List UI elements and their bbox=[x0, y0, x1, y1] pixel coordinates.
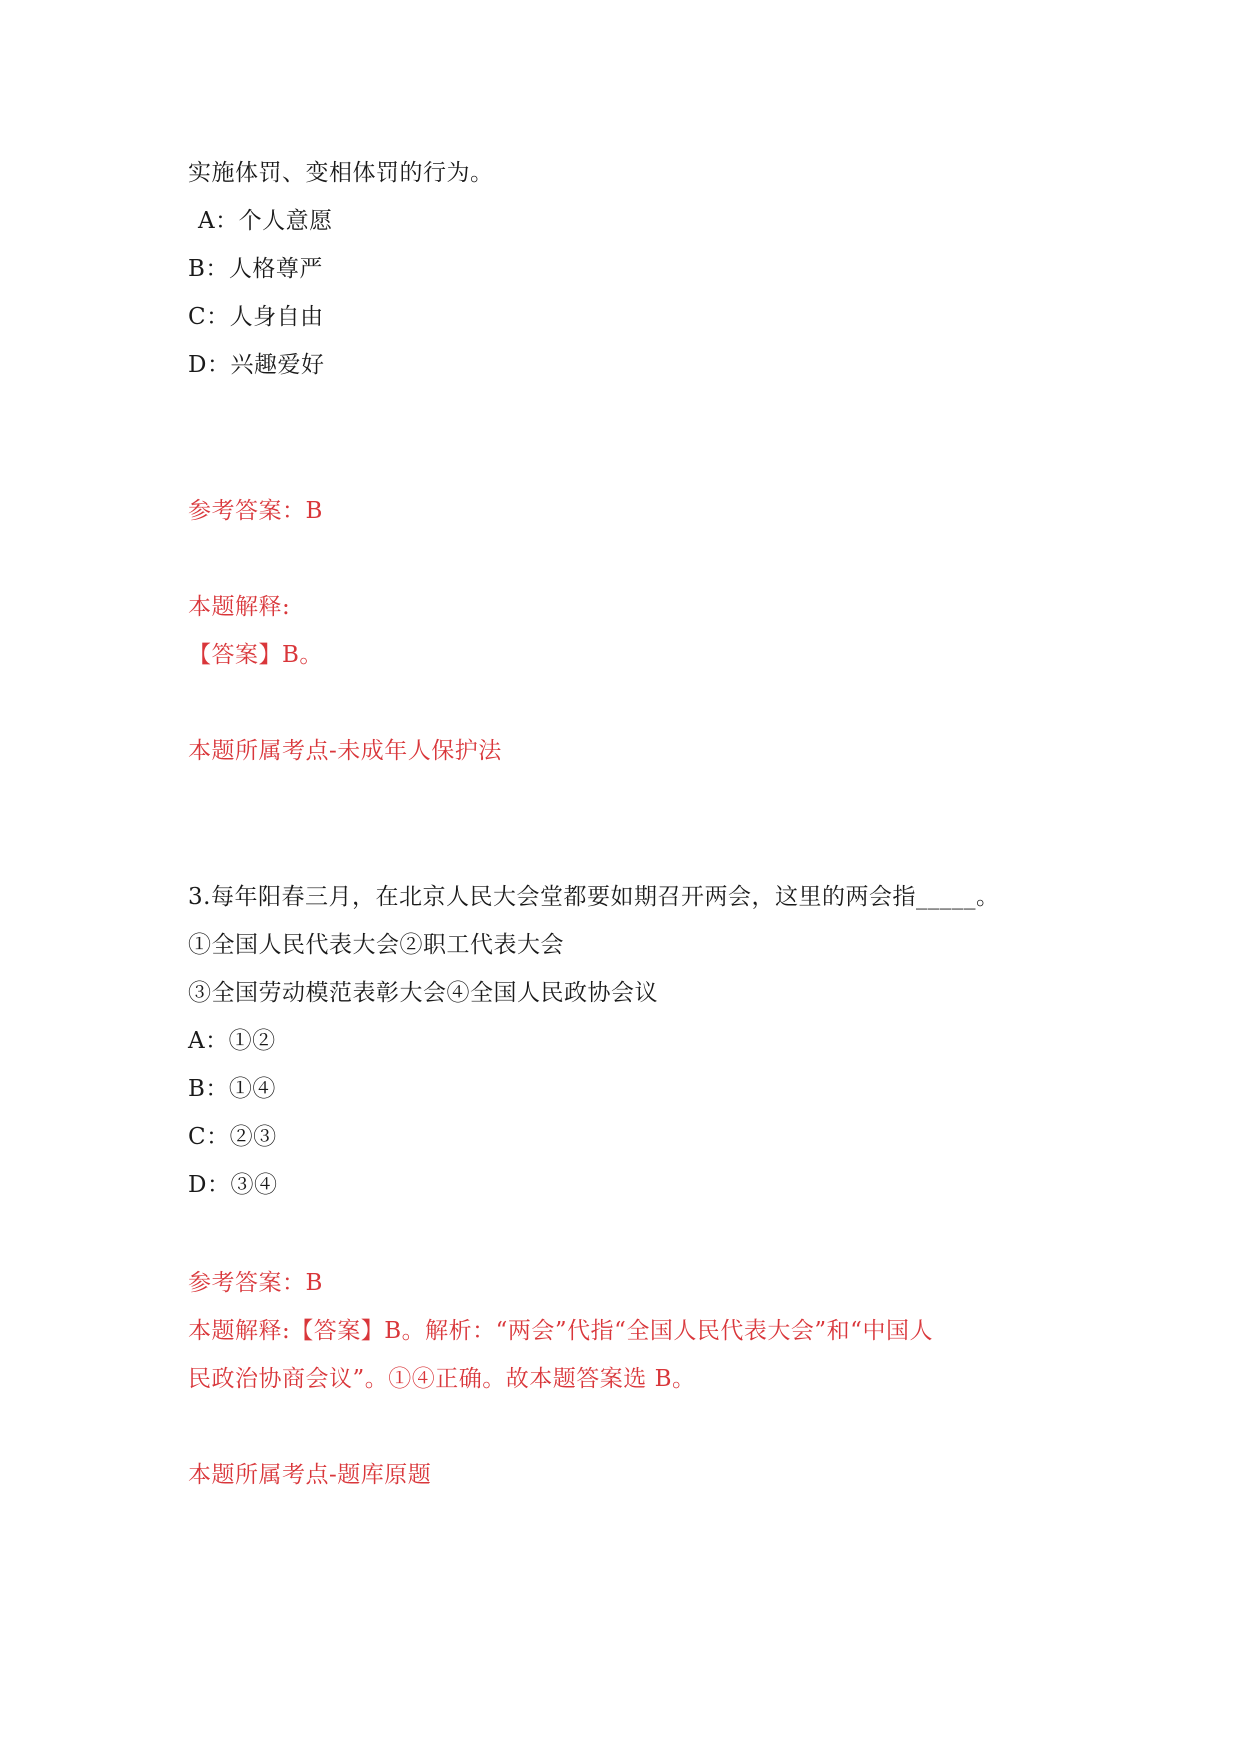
q3-explanation-line-2: 民政治协商会议”。①④正确。故本题答案选 B。 bbox=[188, 1366, 696, 1392]
q2-topic: 本题所属考点-未成年人保护法 bbox=[188, 738, 502, 764]
q3-topic: 本题所属考点-题库原题 bbox=[188, 1462, 432, 1488]
q3-option-a: A：①② bbox=[188, 1028, 276, 1054]
q3-option-b: B：①④ bbox=[188, 1076, 276, 1102]
q2-explanation: 【答案】B。 bbox=[188, 642, 323, 668]
q3-stem: 3.每年阳春三月，在北京人民大会堂都要如期召开两会，这里的两会指_____。 bbox=[188, 884, 1000, 910]
q2-option-d: D：兴趣爱好 bbox=[188, 352, 325, 378]
q2-option-b: B：人格尊严 bbox=[188, 256, 323, 282]
q3-option-d: D：③④ bbox=[188, 1172, 278, 1198]
q3-items-line-2: ③全国劳动模范表彰大会④全国人民政协会议 bbox=[188, 980, 658, 1006]
q3-answer: 参考答案：B bbox=[188, 1270, 323, 1296]
q2-option-c: C：人身自由 bbox=[188, 304, 324, 330]
q2-stem-tail: 实施体罚、变相体罚的行为。 bbox=[188, 160, 494, 186]
q3-items-line-1: ①全国人民代表大会②职工代表大会 bbox=[188, 932, 564, 958]
q2-option-a: A：个人意愿 bbox=[198, 208, 333, 234]
q3-option-c: C：②③ bbox=[188, 1124, 277, 1150]
q2-answer: 参考答案：B bbox=[188, 498, 323, 524]
q3-explanation-line-1: 本题解释:【答案】B。解析：“两会”代指“全国人民代表大会”和“中国人 bbox=[188, 1318, 933, 1344]
q2-explanation-label: 本题解释: bbox=[188, 594, 291, 620]
